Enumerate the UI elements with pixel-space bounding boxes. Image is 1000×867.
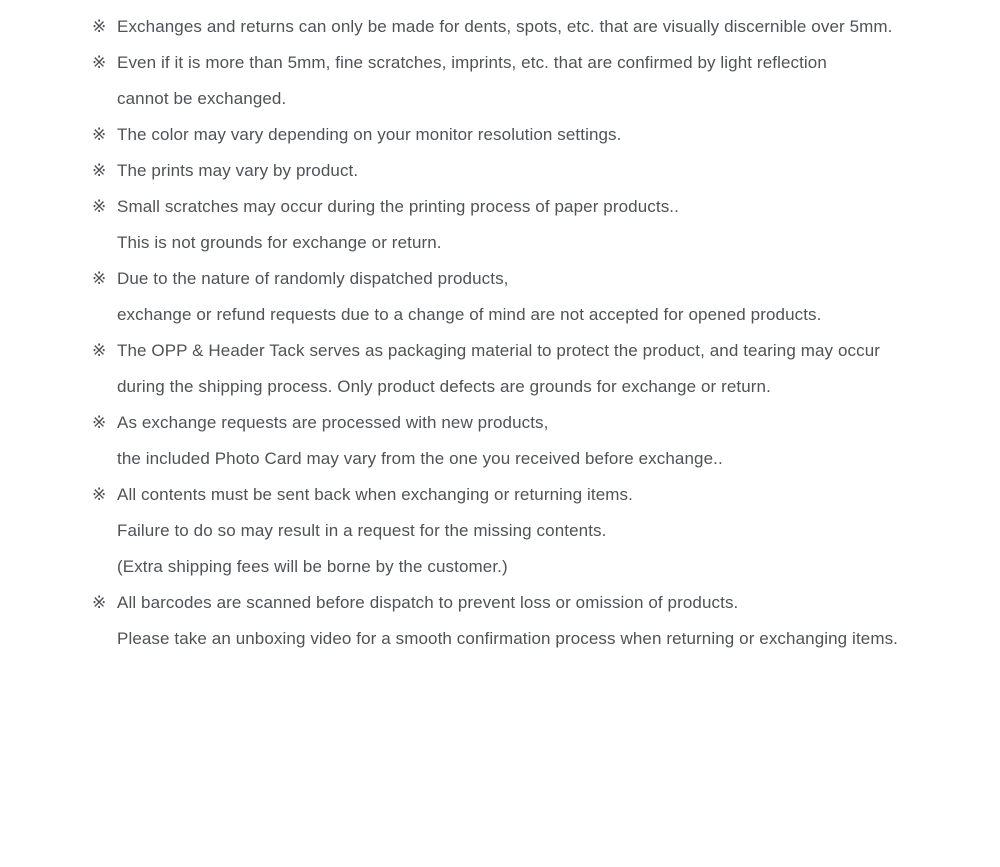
notice-line (92, 9, 990, 45)
notice-line-text: The prints may vary by product. (117, 161, 359, 180)
notice-line-text: This is not grounds for exchange or return. (117, 233, 442, 252)
reference-mark-icon: ※ (92, 53, 107, 72)
notice-line (92, 585, 990, 621)
exchange-return-notice (92, 9, 990, 657)
notice-line-text: (Extra shipping fees will be borne by the customer.) (117, 557, 508, 576)
notice-line (92, 621, 990, 657)
notice-line-text: The color may vary depending on your monitor resolution settings. (117, 125, 622, 144)
reference-mark-icon: ※ (92, 269, 107, 288)
notice-line-text: The OPP & Header Tack serves as packaging material to protect the product, and tearing may occur (117, 341, 881, 360)
notice-line-text: during the shipping process. Only product defects are grounds for exchange or return. (117, 377, 771, 396)
reference-mark-icon: ※ (92, 197, 107, 216)
reference-mark-icon: ※ (92, 485, 107, 504)
notice-line-text: Small scratches may occur during the printing process of paper products.. (117, 197, 679, 216)
notice-line-text: All contents must be sent back when exchanging or returning items. (117, 485, 633, 504)
reference-mark-icon: ※ (92, 161, 107, 180)
notice-line (92, 441, 990, 477)
notice-line (92, 225, 990, 261)
notice-line (92, 189, 990, 225)
notice-line-text: Failure to do so may result in a request for the missing contents. (117, 521, 607, 540)
notice-line (92, 333, 990, 369)
notice-line-text: cannot be exchanged. (117, 89, 287, 108)
notice-line (92, 513, 990, 549)
reference-mark-icon: ※ (92, 341, 107, 360)
notice-line (92, 117, 990, 153)
notice-line-text: All barcodes are scanned before dispatch to prevent loss or omission of products. (117, 593, 739, 612)
reference-mark-icon: ※ (92, 17, 107, 36)
notice-line-text: exchange or refund requests due to a change of mind are not accepted for opened products. (117, 305, 822, 324)
notice-line (92, 261, 990, 297)
notice-line-text: Exchanges and returns can only be made for dents, spots, etc. that are visually discernible over 5mm. (117, 17, 893, 36)
reference-mark-icon: ※ (92, 413, 107, 432)
notice-line-text: Due to the nature of randomly dispatched products, (117, 269, 509, 288)
notice-line (92, 297, 990, 333)
notice-line (92, 153, 990, 189)
notice-line (92, 549, 990, 585)
notice-line (92, 369, 990, 405)
reference-mark-icon: ※ (92, 125, 107, 144)
notice-line-text: Even if it is more than 5mm, fine scratches, imprints, etc. that are confirmed by light reflection (117, 53, 827, 72)
notice-line (92, 45, 990, 81)
notice-line-text: Please take an unboxing video for a smooth confirmation process when returning or exchanging items. (117, 629, 899, 648)
notice-line-text: the included Photo Card may vary from the one you received before exchange.. (117, 449, 723, 468)
notice-line (92, 477, 990, 513)
notice-line (92, 405, 990, 441)
notice-line (92, 81, 990, 117)
reference-mark-icon: ※ (92, 593, 107, 612)
notice-line-text: As exchange requests are processed with new products, (117, 413, 549, 432)
